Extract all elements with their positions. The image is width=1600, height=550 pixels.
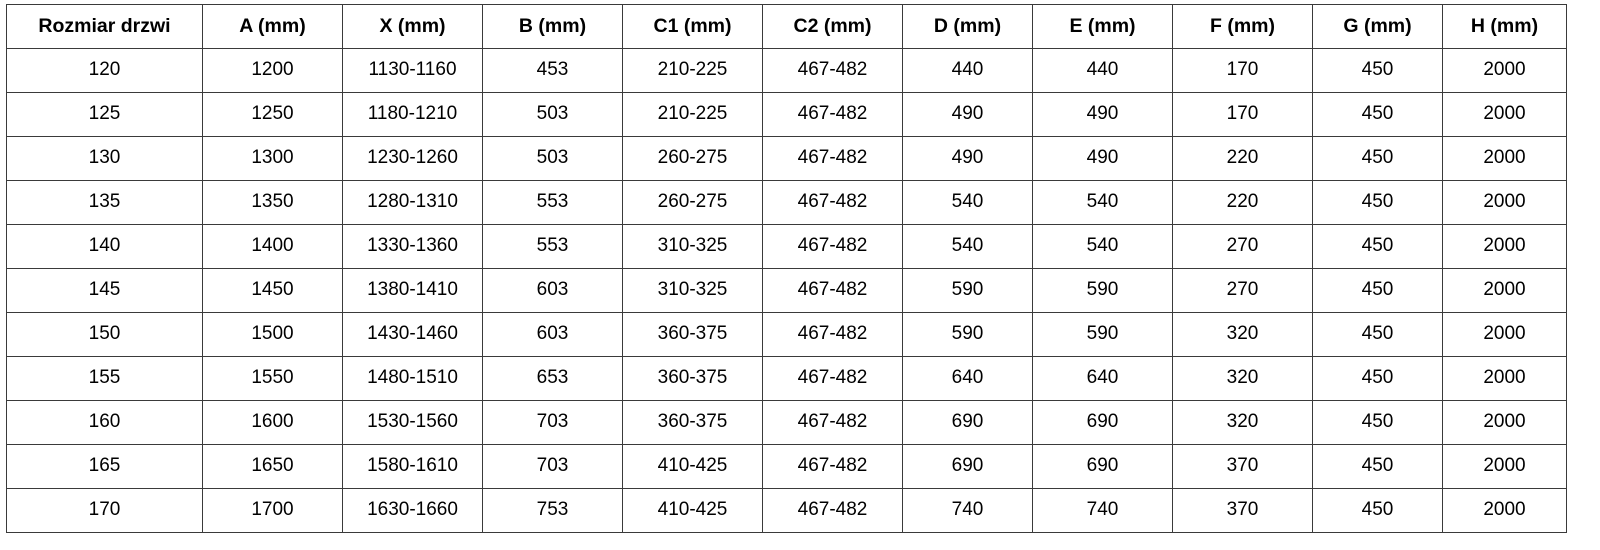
table-cell: 467-482 xyxy=(763,313,903,357)
table-cell: 320 xyxy=(1173,401,1313,445)
table-cell: 753 xyxy=(483,489,623,533)
table-cell: 467-482 xyxy=(763,357,903,401)
table-cell: 467-482 xyxy=(763,137,903,181)
table-cell: 553 xyxy=(483,225,623,269)
table-cell: 450 xyxy=(1313,269,1443,313)
table-cell: 703 xyxy=(483,401,623,445)
table-cell: 490 xyxy=(1033,137,1173,181)
table-row xyxy=(7,269,1567,313)
table-cell: 467-482 xyxy=(763,93,903,137)
table-cell: 467-482 xyxy=(763,489,903,533)
table-cell: 450 xyxy=(1313,137,1443,181)
table-cell: 690 xyxy=(1033,401,1173,445)
column-header-h: H (mm) xyxy=(1443,5,1567,49)
table-cell: 320 xyxy=(1173,313,1313,357)
table-cell: 467-482 xyxy=(763,49,903,93)
table-cell: 450 xyxy=(1313,401,1443,445)
table-cell: 490 xyxy=(1033,93,1173,137)
column-header-x: X (mm) xyxy=(343,5,483,49)
table-cell: 1200 xyxy=(203,49,343,93)
table-cell: 160 xyxy=(7,401,203,445)
table-cell: 1350 xyxy=(203,181,343,225)
table-cell: 310-325 xyxy=(623,269,763,313)
table-cell: 450 xyxy=(1313,49,1443,93)
table-cell: 210-225 xyxy=(623,93,763,137)
table-cell: 165 xyxy=(7,445,203,489)
table-row xyxy=(7,357,1567,401)
table-cell: 603 xyxy=(483,313,623,357)
table-cell: 2000 xyxy=(1443,137,1567,181)
table-cell: 1650 xyxy=(203,445,343,489)
table-cell: 135 xyxy=(7,181,203,225)
table-cell: 2000 xyxy=(1443,93,1567,137)
table-cell: 453 xyxy=(483,49,623,93)
table-cell: 450 xyxy=(1313,313,1443,357)
table-cell: 640 xyxy=(903,357,1033,401)
door-size-specification-table xyxy=(6,4,1567,533)
table-cell: 467-482 xyxy=(763,401,903,445)
table-cell: 170 xyxy=(7,489,203,533)
table-cell: 120 xyxy=(7,49,203,93)
table-cell: 260-275 xyxy=(623,137,763,181)
table-cell: 1430-1460 xyxy=(343,313,483,357)
table-row xyxy=(7,49,1567,93)
table-cell: 590 xyxy=(1033,313,1173,357)
table-cell: 270 xyxy=(1173,269,1313,313)
table-header-row xyxy=(7,5,1567,49)
column-header-f: F (mm) xyxy=(1173,5,1313,49)
table-cell: 155 xyxy=(7,357,203,401)
table-cell: 2000 xyxy=(1443,489,1567,533)
table-cell: 220 xyxy=(1173,181,1313,225)
table-cell: 1380-1410 xyxy=(343,269,483,313)
table-cell: 450 xyxy=(1313,489,1443,533)
table-cell: 2000 xyxy=(1443,401,1567,445)
table-cell: 1180-1210 xyxy=(343,93,483,137)
table-cell: 1530-1560 xyxy=(343,401,483,445)
table-body xyxy=(7,49,1567,533)
table-cell: 1230-1260 xyxy=(343,137,483,181)
table-cell: 260-275 xyxy=(623,181,763,225)
table-cell: 1130-1160 xyxy=(343,49,483,93)
table-cell: 690 xyxy=(903,401,1033,445)
table-cell: 360-375 xyxy=(623,401,763,445)
table-cell: 370 xyxy=(1173,489,1313,533)
table-cell: 540 xyxy=(1033,181,1173,225)
table-cell: 125 xyxy=(7,93,203,137)
column-header-d: D (mm) xyxy=(903,5,1033,49)
table-cell: 690 xyxy=(1033,445,1173,489)
table-cell: 170 xyxy=(1173,49,1313,93)
table-row xyxy=(7,137,1567,181)
column-header-b: B (mm) xyxy=(483,5,623,49)
table-cell: 440 xyxy=(1033,49,1173,93)
table-cell: 450 xyxy=(1313,357,1443,401)
table-cell: 145 xyxy=(7,269,203,313)
table-cell: 740 xyxy=(1033,489,1173,533)
table-cell: 2000 xyxy=(1443,181,1567,225)
table-cell: 740 xyxy=(903,489,1033,533)
table-row xyxy=(7,313,1567,357)
table-cell: 140 xyxy=(7,225,203,269)
column-header-rozmiar-drzwi: Rozmiar drzwi xyxy=(7,5,203,49)
table-cell: 1300 xyxy=(203,137,343,181)
table-row xyxy=(7,93,1567,137)
column-header-c2: C2 (mm) xyxy=(763,5,903,49)
table-cell: 590 xyxy=(903,313,1033,357)
column-header-g: G (mm) xyxy=(1313,5,1443,49)
column-header-c1: C1 (mm) xyxy=(623,5,763,49)
table-cell: 1630-1660 xyxy=(343,489,483,533)
table-cell: 310-325 xyxy=(623,225,763,269)
table-cell: 1500 xyxy=(203,313,343,357)
table-cell: 590 xyxy=(903,269,1033,313)
table-cell: 450 xyxy=(1313,181,1443,225)
table-cell: 150 xyxy=(7,313,203,357)
table-cell: 360-375 xyxy=(623,313,763,357)
table-cell: 360-375 xyxy=(623,357,763,401)
table-cell: 410-425 xyxy=(623,445,763,489)
table-cell: 1280-1310 xyxy=(343,181,483,225)
table-cell: 1580-1610 xyxy=(343,445,483,489)
table-cell: 450 xyxy=(1313,93,1443,137)
table-row xyxy=(7,225,1567,269)
table-cell: 220 xyxy=(1173,137,1313,181)
table-cell: 410-425 xyxy=(623,489,763,533)
table-row xyxy=(7,401,1567,445)
table-row xyxy=(7,445,1567,489)
table-cell: 440 xyxy=(903,49,1033,93)
table-cell: 130 xyxy=(7,137,203,181)
table-cell: 1450 xyxy=(203,269,343,313)
table-cell: 1700 xyxy=(203,489,343,533)
table-cell: 450 xyxy=(1313,225,1443,269)
table-cell: 467-482 xyxy=(763,445,903,489)
table-cell: 640 xyxy=(1033,357,1173,401)
table-cell: 2000 xyxy=(1443,357,1567,401)
table-cell: 1250 xyxy=(203,93,343,137)
table-cell: 503 xyxy=(483,137,623,181)
specification-table-container xyxy=(6,0,1574,533)
table-cell: 320 xyxy=(1173,357,1313,401)
table-row xyxy=(7,489,1567,533)
table-cell: 210-225 xyxy=(623,49,763,93)
table-cell: 170 xyxy=(1173,93,1313,137)
table-cell: 540 xyxy=(903,225,1033,269)
table-cell: 2000 xyxy=(1443,49,1567,93)
table-cell: 603 xyxy=(483,269,623,313)
table-cell: 1550 xyxy=(203,357,343,401)
table-cell: 467-482 xyxy=(763,225,903,269)
table-cell: 1330-1360 xyxy=(343,225,483,269)
table-cell: 1400 xyxy=(203,225,343,269)
column-header-a: A (mm) xyxy=(203,5,343,49)
table-cell: 270 xyxy=(1173,225,1313,269)
table-cell: 2000 xyxy=(1443,269,1567,313)
table-cell: 467-482 xyxy=(763,269,903,313)
table-cell: 450 xyxy=(1313,445,1443,489)
table-cell: 1480-1510 xyxy=(343,357,483,401)
table-cell: 540 xyxy=(1033,225,1173,269)
table-cell: 467-482 xyxy=(763,181,903,225)
table-cell: 653 xyxy=(483,357,623,401)
table-cell: 2000 xyxy=(1443,225,1567,269)
column-header-e: E (mm) xyxy=(1033,5,1173,49)
table-cell: 590 xyxy=(1033,269,1173,313)
table-cell: 1600 xyxy=(203,401,343,445)
table-cell: 2000 xyxy=(1443,445,1567,489)
table-cell: 703 xyxy=(483,445,623,489)
table-cell: 370 xyxy=(1173,445,1313,489)
table-header xyxy=(7,5,1567,49)
table-cell: 2000 xyxy=(1443,313,1567,357)
table-cell: 553 xyxy=(483,181,623,225)
table-cell: 503 xyxy=(483,93,623,137)
table-row xyxy=(7,181,1567,225)
table-cell: 690 xyxy=(903,445,1033,489)
table-cell: 490 xyxy=(903,93,1033,137)
table-cell: 540 xyxy=(903,181,1033,225)
table-cell: 490 xyxy=(903,137,1033,181)
